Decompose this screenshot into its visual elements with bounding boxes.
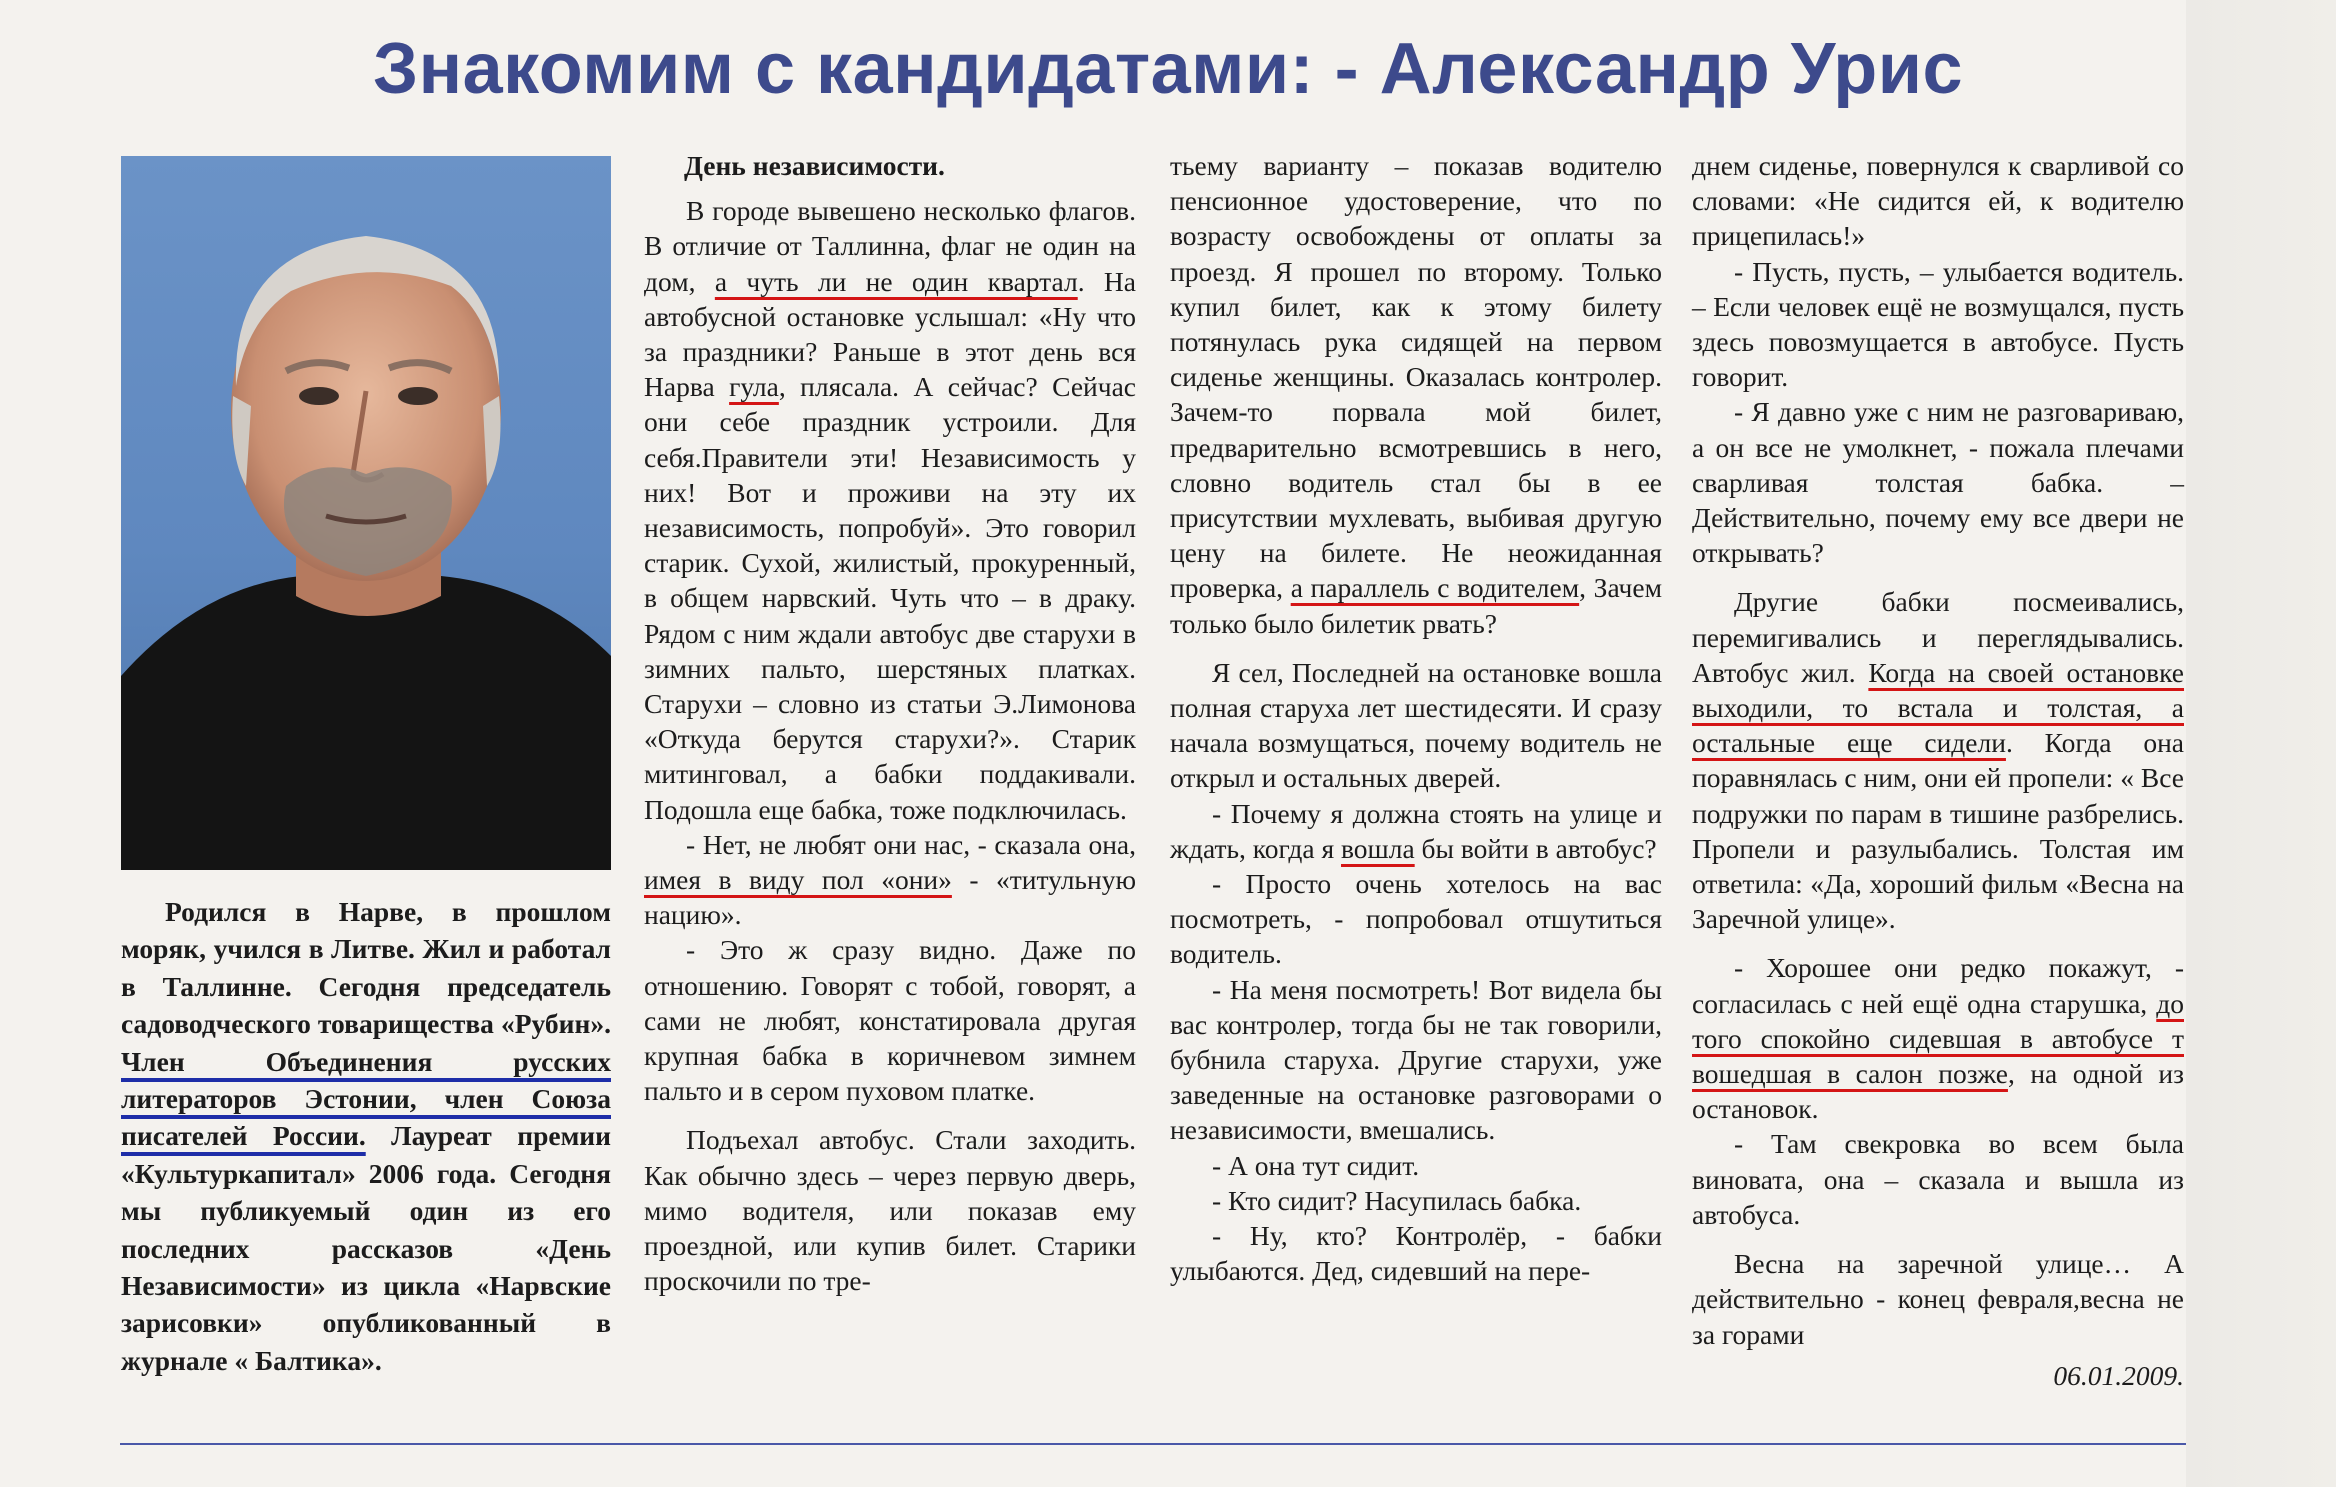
story-paragraph: - А она тут сидит. (1212, 1149, 1420, 1181)
story-paragraph: В городе вывешено несколько флагов. В отличие от Таллинна, флаг не один на дом, а чуть ли не один квартал. На автобусной остановке услышал: «Ну что за праздники? Раньше в этот день вся Нарва гула, плясала. А сейчас? Сейчас они себе праздник устроили. Для себя.Правители эти! Независимость у них! Вот и проживи на эту их независимость, попробуй». Это говорил старик. Сухой, жилистый, прокуренный, в общем нарвский. Чуть что – в драку. Рядом с ним ждали автобус две старухи в зимних пальто, шерстяных платках. Старухи – словно из статьи Э.Лимонова «Откуда берутся старухи?». Старик митинговал, а бабки поддакивали. Подошла еще бабка, тоже подключилась. (644, 195, 1136, 825)
story-paragraph: днем сиденье, повернулся к сварливой со словами: «Не сидится ей, к водителю прицепилась!» (1692, 150, 2184, 252)
bottom-rule (120, 1443, 2186, 1445)
story-paragraph: - Хорошее они редко покажут, - согласилась с ней ещё одна старушка, до того спокойно сидевшая в автобусе т вошедшая в салон позже, на одной из остановок. (1692, 952, 2184, 1125)
story-paragraph: - Пусть, пусть, – улыбается водитель. – Если человек ещё не возмущался, пусть здесь повозмущается в автобусе. Пусть говорит. (1692, 255, 2184, 393)
story-paragraph: - Я давно уже с ним не разговариваю, а он все не умолкнет, - пожала плечами сварливая толстая бабка. – Действительно, почему ему все двери не открывать? (1692, 396, 2184, 569)
story-column-2 (1170, 148, 1662, 1289)
story-paragraph: Подъехал автобус. Стали заходить. Как обычно здесь – через первую дверь, мимо водителя, или показав ему проездной, или купив билет. Старики проскочили по тре- (644, 1124, 1136, 1297)
bio-text: Родился в Нарве, в прошлом моряк, учился в Литве. Жил и работал в Таллинне. Сегодня председатель садоводческого товарищества «Рубин». (121, 896, 611, 1040)
portrait-illustration (121, 156, 611, 870)
story-paragraph: - Почему я должна стоять на улице и ждать, когда я вошла бы войти в автобус? (1170, 797, 1662, 864)
story-paragraph: тьему варианту – показав водителю пенсионное удостоверение, что по возрасту освобождены от оплаты за проезд. Я прошел по второму. Только купил билет, как к этому билету потянулась рука сидящей на первом сиденье женщины. Оказалась контролер. Зачем-то порвала мой билет, предварительно всмотревшись в него, словно водитель стал бы в ее присутствии мухлевать, выбивая другую цену на билете. Не неожиданная проверка, а параллель с водителем, Зачем только было билетик рвать? (1170, 150, 1662, 639)
author-bio (121, 893, 611, 1379)
story-paragraph: Весна на заречной улице… А действительно - конец февраля,весна не за горами (1692, 1248, 2184, 1350)
bio-text-end: Лауреат премии «Культуркапитал» 2006 года. Сегодня мы публикуемый один из его последних рассказов «День Независимости» из цикла «Нарвские зарисовки» опубликованный в журнале « Балтика». (121, 1120, 611, 1376)
story-paragraph: - Нет, не любят они нас, - сказала она, имея в виду пол «они» - «титульную нацию». (644, 828, 1136, 931)
story-column-3 (1692, 148, 2184, 1393)
story-paragraph: - Там свекровка во всем была виновата, она – сказала и вышла из автобуса. (1692, 1128, 2184, 1230)
story-paragraph: - Это ж сразу видно. Даже по отношению. Говорят с тобой, говорят, а сами не любят, констатировала другая крупная бабка в коричневом зимнем пальто и в сером пуховом платке. (644, 934, 1136, 1107)
story-paragraph: - Ну, кто? Контролёр, - бабки улыбаются. Дед, сидевший на пере- (1170, 1220, 1662, 1287)
bio-underlined-text: Член Объединения русских литераторов Эстонии, член Союза писателей России. (121, 1045, 611, 1152)
story-title: День независимости. (684, 150, 945, 181)
story-paragraph: - Кто сидит? Насупилась бабка. (1212, 1184, 1582, 1216)
author-photo (121, 156, 611, 870)
story-paragraph: - Просто очень хотелось на вас посмотреть, - попробовал отшутиться водитель. (1170, 868, 1662, 970)
story-column-1 (644, 148, 1136, 1299)
show-through-margin (2186, 0, 2336, 1487)
story-paragraph: Я сел, Последней на остановке вошла полная старуха лет шестидесяти. И сразу начала возмущаться, почему водитель не открыл и остальных дверей. (1170, 656, 1662, 794)
story-paragraph: Другие бабки посмеивались, перемигивались и переглядывались. Автобус жил. Когда на своей остановке выходили, то встала и толстая, а остальные еще сидели. Когда она поравнялась с ним, они ей пропели: « Все подружки по парам в тишине разбрелись. Пропели и разулыбались. Толстая им ответила: «Да, хороший фильм «Весна на Заречной улице». (1692, 586, 2185, 935)
publication-date: 06.01.2009. (2053, 1359, 2184, 1391)
headline: Знакомим с кандидатами: - Александр Урис (372, 29, 1964, 109)
story-paragraph: - На меня посмотреть! Вот видела бы вас контролер, тогда бы не так говорили, бубнила старуха. Другие старухи, уже заведенные на остановке разговорами о независимости, вмешались. (1170, 973, 1662, 1146)
